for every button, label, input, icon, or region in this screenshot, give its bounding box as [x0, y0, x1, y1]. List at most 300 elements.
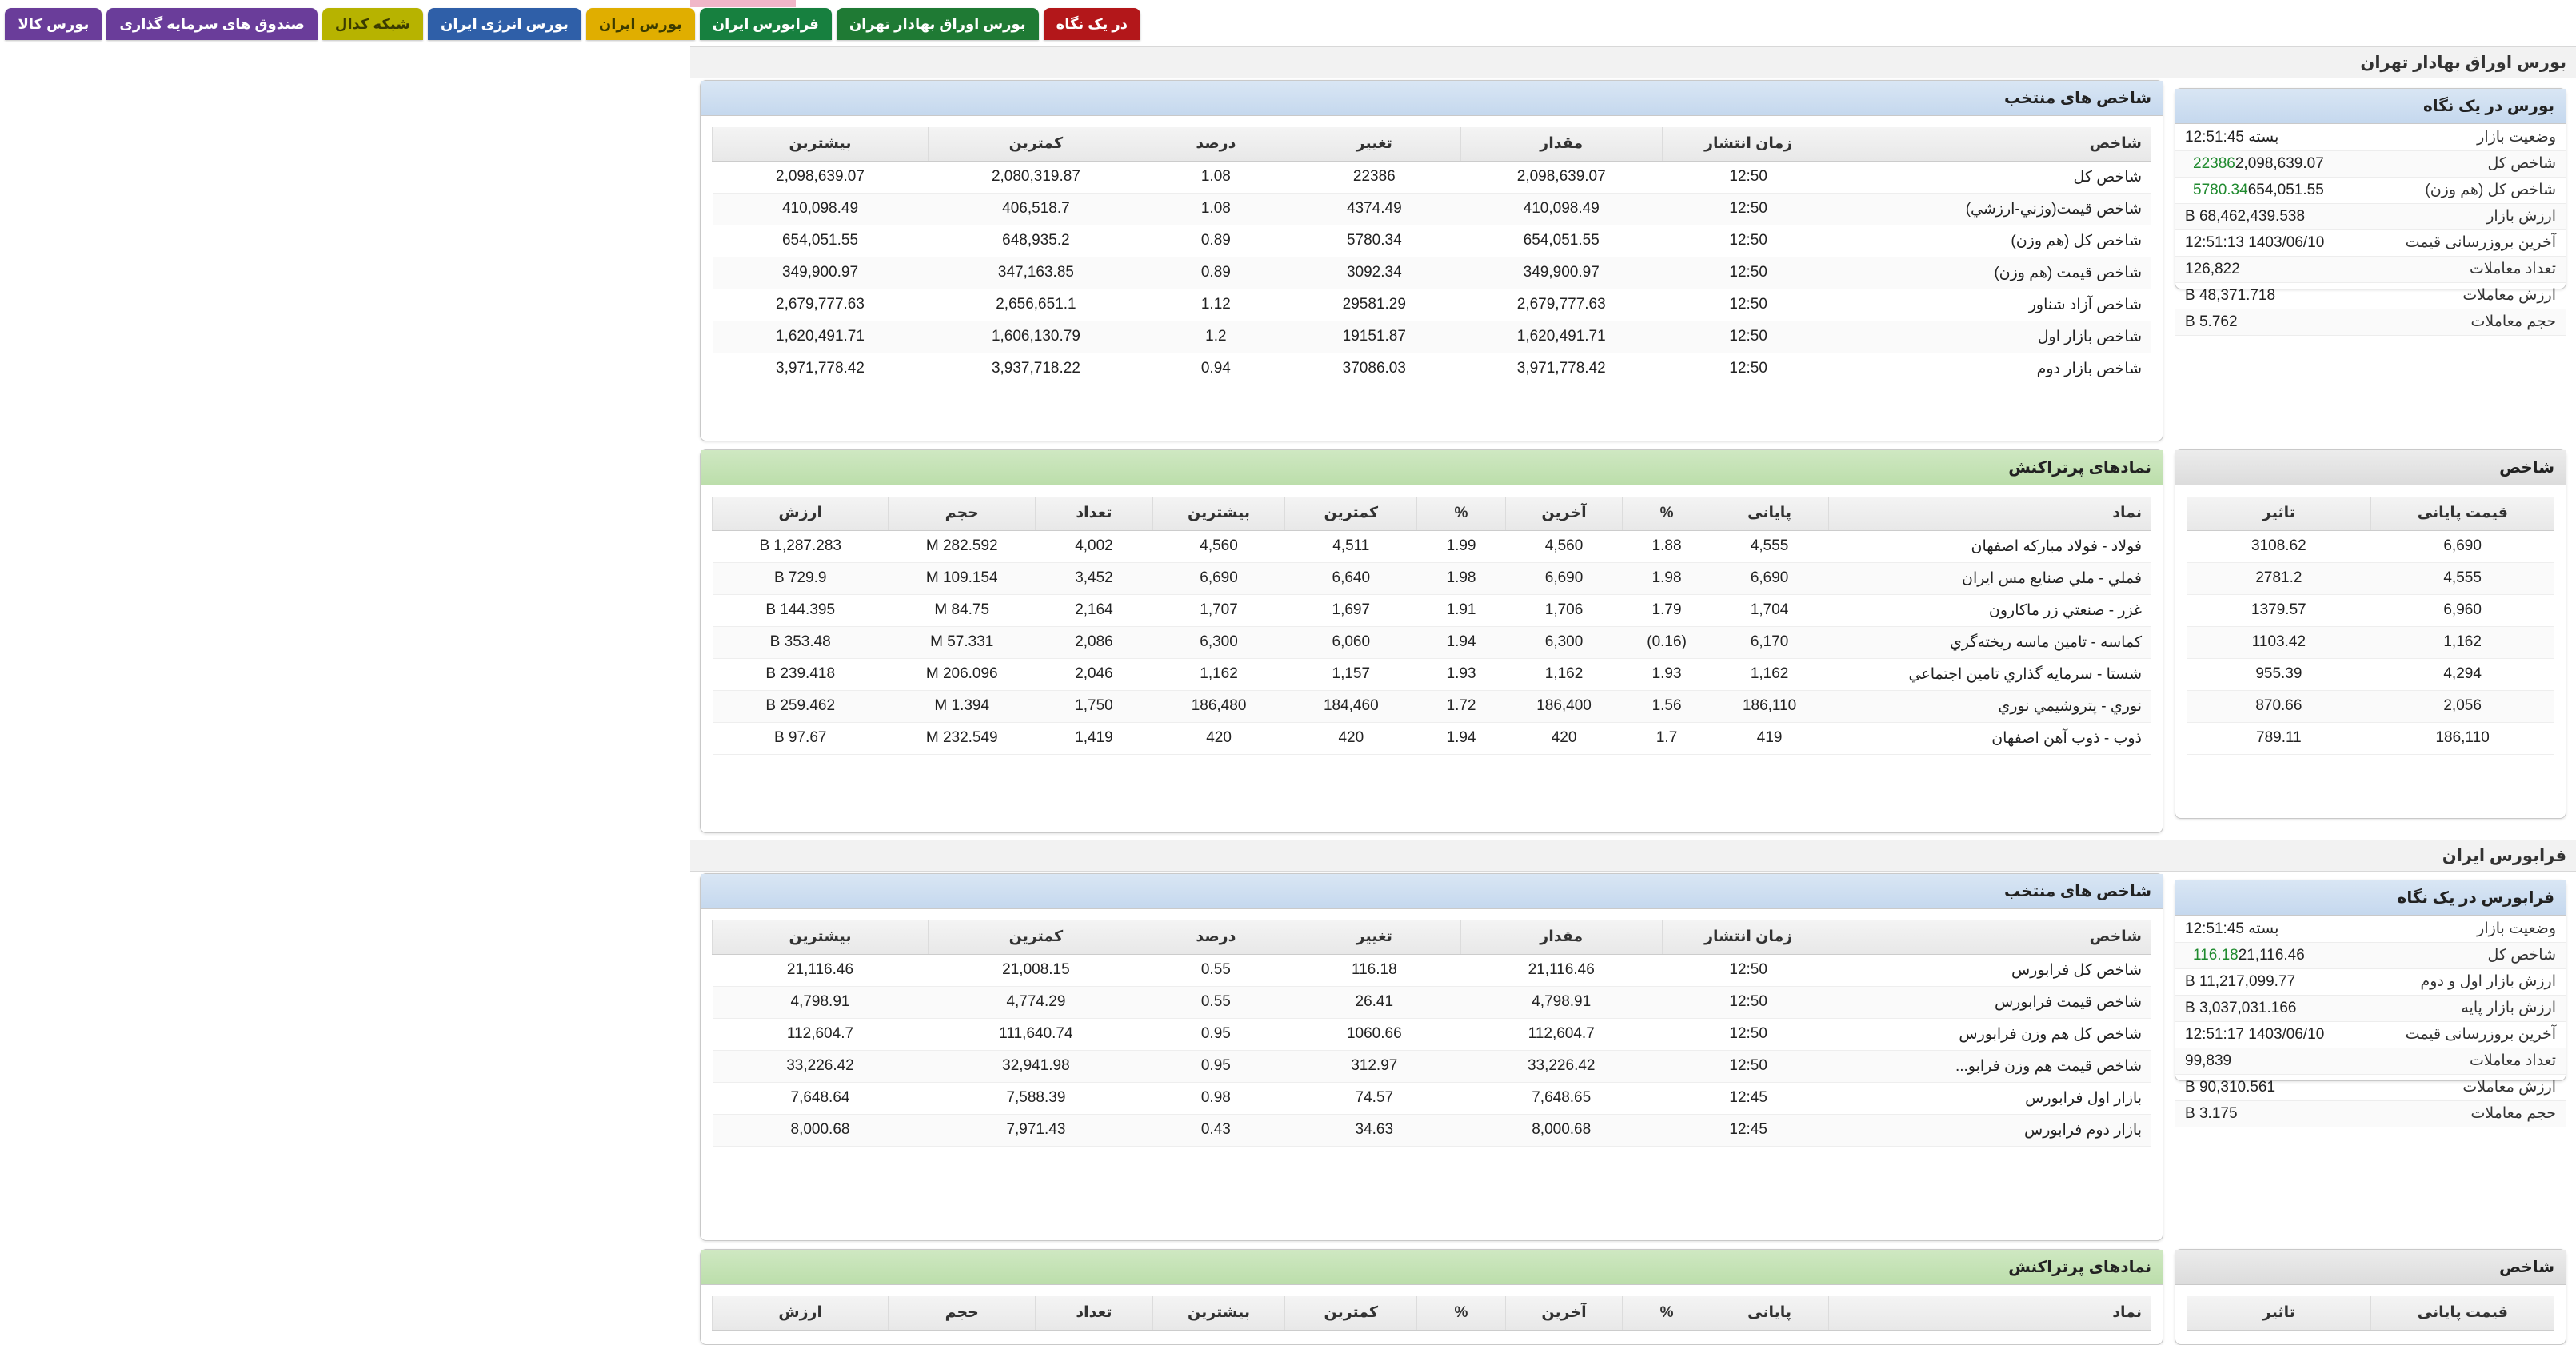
- row-label: تعداد معاملات: [2386, 256, 2566, 282]
- table-row: [2175, 203, 2566, 229]
- cell-change: 34.63: [1288, 1114, 1460, 1146]
- col-high[interactable]: بیشترین: [713, 127, 929, 161]
- cell-value: 353.48 B: [713, 626, 889, 658]
- cell-impact: 955.39: [2187, 658, 2371, 690]
- row-delta: 116.18: [2193, 946, 2239, 964]
- table-row[interactable]: [713, 161, 2152, 193]
- cell-time: 12:50: [1662, 321, 1835, 353]
- cell-high: 420: [1152, 722, 1284, 754]
- table-row[interactable]: [713, 986, 2152, 1018]
- cell-change: 5780.34: [1288, 225, 1460, 257]
- cell-high: 8,000.68: [713, 1114, 929, 1146]
- cell-close: 6,170: [1711, 626, 1828, 658]
- cell-high: 2,098,639.07: [713, 161, 929, 193]
- cell-value: 3,971,778.42: [1460, 353, 1662, 385]
- col-value[interactable]: ارزش: [713, 1296, 889, 1330]
- col-impact[interactable]: تاثیر: [2187, 497, 2371, 530]
- cell-percent: 1.2: [1144, 321, 1288, 353]
- col-index-name[interactable]: شاخص: [1835, 920, 2151, 954]
- cell-last: 420: [1505, 722, 1623, 754]
- col-impact[interactable]: تاثیر: [2187, 1296, 2371, 1330]
- table-row[interactable]: [2187, 562, 2555, 594]
- pink-accent-bar: [690, 0, 796, 7]
- row-value: 68,462,439.538 B: [2175, 203, 2386, 229]
- cell-change: 312.97: [1288, 1050, 1460, 1082]
- panel-tse-most-active: [700, 449, 2163, 833]
- row-label: حجم معاملات: [2386, 1100, 2566, 1127]
- col-trade-count[interactable]: تعداد: [1036, 1296, 1153, 1330]
- col-change[interactable]: تغییر: [1288, 127, 1460, 161]
- table-header-row: [713, 127, 2152, 161]
- cell-time: 12:50: [1662, 353, 1835, 385]
- cell-index-name: شاخص قیمت فرابورس: [1835, 986, 2151, 1018]
- cell-trade-count: 1,419: [1036, 722, 1153, 754]
- cell-close-pct: 1.98: [1623, 562, 1711, 594]
- panel-ifb-index-effect: [2175, 1249, 2566, 1345]
- cell-index-name: شاخص قیمت(وزني-ارزشي): [1835, 193, 2151, 225]
- cell-index-name: بازار اول فرابورس: [1835, 1082, 2151, 1114]
- cell-close-pct: (0.16): [1623, 626, 1711, 658]
- cell-high: 21,116.46: [713, 954, 929, 986]
- col-low[interactable]: کمترین: [1285, 497, 1417, 530]
- cell-close: 6,690: [1711, 562, 1828, 594]
- section-title-ifb: فرابورس ایران: [2442, 847, 2566, 865]
- cell-last: 4,560: [1505, 530, 1623, 562]
- table-row: [2175, 229, 2566, 256]
- table-row[interactable]: [713, 722, 2152, 754]
- table-row[interactable]: [713, 1114, 2152, 1146]
- row-label: شاخص کل (هم وزن): [2386, 177, 2566, 203]
- row-label: تعداد معاملات: [2386, 1048, 2566, 1074]
- table-row[interactable]: [713, 626, 2152, 658]
- col-publish-time[interactable]: زمان انتشار: [1662, 127, 1835, 161]
- col-high[interactable]: بیشترین: [1152, 1296, 1284, 1330]
- panel-title-tse-index-effect: شاخص: [2175, 450, 2566, 485]
- cell-time: 12:50: [1662, 193, 1835, 225]
- tse-indices-table: [712, 127, 2151, 385]
- cell-low: 111,640.74: [928, 1018, 1144, 1050]
- cell-close-price: 1,162: [2370, 626, 2554, 658]
- cell-trade-count: 2,086: [1036, 626, 1153, 658]
- cell-close-price: 2,056: [2370, 690, 2554, 722]
- table-row: [2175, 177, 2566, 203]
- section-strip-tse: [690, 46, 2576, 78]
- cell-impact: 1379.57: [2187, 594, 2371, 626]
- row-value: 126,822: [2175, 256, 2386, 282]
- col-low[interactable]: کمترین: [928, 920, 1144, 954]
- row-label: شاخص کل: [2386, 150, 2566, 177]
- tse-glance-table: [2175, 124, 2566, 336]
- table-row[interactable]: [2187, 594, 2555, 626]
- cell-volume: 232.549 M: [889, 722, 1036, 754]
- cell-change: 37086.03: [1288, 353, 1460, 385]
- cell-close-price: 186,110: [2370, 722, 2554, 754]
- tab-energy-exchange[interactable]: بورس انرژی ایران: [428, 8, 581, 40]
- tab-commodity-exchange[interactable]: بورس کالا: [5, 8, 102, 40]
- table-row[interactable]: [713, 530, 2152, 562]
- col-low[interactable]: کمترین: [1285, 1296, 1417, 1330]
- table-row[interactable]: [713, 690, 2152, 722]
- cell-impact: 3108.62: [2187, 530, 2371, 562]
- cell-low: 1,157: [1285, 658, 1417, 690]
- cell-volume: 57.331 M: [889, 626, 1036, 658]
- col-index-name[interactable]: شاخص: [1835, 127, 2151, 161]
- table-row[interactable]: [713, 193, 2152, 225]
- cell-percent: 0.89: [1144, 225, 1288, 257]
- cell-percent: 0.95: [1144, 1050, 1288, 1082]
- cell-change: 4374.49: [1288, 193, 1460, 225]
- row-value: 48,371.718 B: [2175, 282, 2386, 309]
- ifb-indices-table: [712, 920, 2151, 1147]
- table-row[interactable]: [2187, 626, 2555, 658]
- table-row[interactable]: [713, 1050, 2152, 1082]
- cell-value: 239.418 B: [713, 658, 889, 690]
- table-row[interactable]: [713, 289, 2152, 321]
- cell-percent: 0.94: [1144, 353, 1288, 385]
- cell-value: 2,098,639.07: [1460, 161, 1662, 193]
- cell-index-name: شاخص بازار اول: [1835, 321, 2151, 353]
- cell-close-price: 6,690: [2370, 530, 2554, 562]
- table-row: [2175, 256, 2566, 282]
- table-row[interactable]: [713, 562, 2152, 594]
- table-row[interactable]: [2187, 690, 2555, 722]
- row-value: 3,037,031.166 B: [2175, 995, 2386, 1021]
- cell-low: 7,588.39: [928, 1082, 1144, 1114]
- cell-trade-count: 2,046: [1036, 658, 1153, 690]
- cell-high: 112,604.7: [713, 1018, 929, 1050]
- col-close[interactable]: پایانی: [1711, 1296, 1828, 1330]
- tab-list: [0, 8, 1140, 40]
- table-header-row: [2187, 497, 2555, 530]
- cell-high: 410,098.49: [713, 193, 929, 225]
- cell-index-name: شاخص قیمت هم وزن فرابو...: [1835, 1050, 2151, 1082]
- cell-low: 3,937,718.22: [928, 353, 1144, 385]
- cell-low: 420: [1285, 722, 1417, 754]
- cell-low: 21,008.15: [928, 954, 1144, 986]
- table-row[interactable]: [713, 594, 2152, 626]
- col-close[interactable]: پایانی: [1711, 497, 1828, 530]
- tse-most-active-table: [712, 497, 2151, 755]
- row-label: ارزش معاملات: [2386, 1074, 2566, 1100]
- col-close-price[interactable]: قیمت پایانی: [2370, 497, 2554, 530]
- row-value: 223862,098,639.07: [2175, 150, 2386, 177]
- row-value: 90,310.561 B: [2175, 1074, 2386, 1100]
- tab-investment-funds[interactable]: صندوق های سرمایه گذاری: [106, 8, 318, 40]
- cell-close-pct: 1.7: [1623, 722, 1711, 754]
- table-row[interactable]: [713, 954, 2152, 986]
- table-row[interactable]: [713, 257, 2152, 289]
- cell-value: 410,098.49: [1460, 193, 1662, 225]
- panel-ifb-indices: [700, 873, 2163, 1241]
- panel-title-tse-most-active: نمادهای پرتراکنش: [701, 450, 2163, 485]
- row-value: بسته 12:51:45: [2175, 124, 2386, 150]
- col-value[interactable]: مقدار: [1460, 920, 1662, 954]
- cell-time: 12:50: [1662, 257, 1835, 289]
- table-row[interactable]: [2187, 658, 2555, 690]
- row-label: ارزش بازار پایه: [2386, 995, 2566, 1021]
- cell-low: 1,697: [1285, 594, 1417, 626]
- cell-close-price: 6,960: [2370, 594, 2554, 626]
- col-percent[interactable]: درصد: [1144, 920, 1288, 954]
- cell-last-pct: 1.91: [1417, 594, 1505, 626]
- cell-low: 32,941.98: [928, 1050, 1144, 1082]
- cell-value: 1,620,491.71: [1460, 321, 1662, 353]
- cell-value: 259.462 B: [713, 690, 889, 722]
- panel-title-ifb-indices: شاخص های منتخب: [701, 874, 2163, 909]
- cell-close-pct: 1.79: [1623, 594, 1711, 626]
- cell-last: 1,162: [1505, 658, 1623, 690]
- cell-symbol: غزر - صنعتي زر ماكارون: [1828, 594, 2151, 626]
- table-row: [2175, 916, 2566, 942]
- cell-value: 144.395 B: [713, 594, 889, 626]
- col-last[interactable]: آخرین: [1505, 497, 1623, 530]
- tab-codal[interactable]: شبکه کدال: [322, 8, 423, 40]
- ifb-most-active-table: [712, 1296, 2151, 1331]
- col-close-price[interactable]: قیمت پایانی: [2370, 1296, 2554, 1330]
- cell-high: 654,051.55: [713, 225, 929, 257]
- cell-percent: 0.43: [1144, 1114, 1288, 1146]
- cell-low: 4,774.29: [928, 986, 1144, 1018]
- cell-high: 349,900.97: [713, 257, 929, 289]
- tab-iran-bourse[interactable]: بورس ایران: [586, 8, 695, 40]
- col-last-pct[interactable]: %: [1417, 497, 1505, 530]
- cell-value: 21,116.46: [1460, 954, 1662, 986]
- cell-value: 7,648.65: [1460, 1082, 1662, 1114]
- cell-low: 347,163.85: [928, 257, 1144, 289]
- cell-value: 349,900.97: [1460, 257, 1662, 289]
- cell-impact: 789.11: [2187, 722, 2371, 754]
- ifb-index-effect-table: [2187, 1296, 2554, 1331]
- cell-percent: 1.12: [1144, 289, 1288, 321]
- cell-time: 12:50: [1662, 1018, 1835, 1050]
- col-last[interactable]: آخرین: [1505, 1296, 1623, 1330]
- col-value[interactable]: مقدار: [1460, 127, 1662, 161]
- cell-index-name: شاخص قیمت (هم وزن): [1835, 257, 2151, 289]
- cell-index-name: شاخص کل: [1835, 161, 2151, 193]
- cell-close-price: 4,294: [2370, 658, 2554, 690]
- cell-close-pct: 1.56: [1623, 690, 1711, 722]
- table-header-row: [713, 920, 2152, 954]
- cell-change: 19151.87: [1288, 321, 1460, 353]
- cell-close: 4,555: [1711, 530, 1828, 562]
- cell-low: 6,640: [1285, 562, 1417, 594]
- row-label: آخرین بروزرسانی قیمت: [2386, 1021, 2566, 1048]
- table-row[interactable]: [2187, 722, 2555, 754]
- cell-percent: 0.98: [1144, 1082, 1288, 1114]
- cell-low: 7,971.43: [928, 1114, 1144, 1146]
- cell-low: 6,060: [1285, 626, 1417, 658]
- cell-last-pct: 1.94: [1417, 626, 1505, 658]
- col-change[interactable]: تغییر: [1288, 920, 1460, 954]
- cell-symbol: فملي - ملي صنايع مس ايران: [1828, 562, 2151, 594]
- cell-symbol: ذوب - ذوب آهن اصفهان: [1828, 722, 2151, 754]
- table-row: [2175, 1048, 2566, 1074]
- row-label: شاخص کل: [2386, 942, 2566, 968]
- table-row[interactable]: [2187, 530, 2555, 562]
- table-row[interactable]: [713, 225, 2152, 257]
- cell-percent: 0.95: [1144, 1018, 1288, 1050]
- panel-title-tse-glance: بورس در یک نگاه: [2175, 89, 2566, 124]
- cell-impact: 1103.42: [2187, 626, 2371, 658]
- cell-close-price: 4,555: [2370, 562, 2554, 594]
- cell-change: 29581.29: [1288, 289, 1460, 321]
- panel-tse-glance: [2175, 88, 2566, 330]
- tab-ifb[interactable]: فرابورس ایران: [700, 8, 832, 40]
- row-value: 5780.34654,051.55: [2175, 177, 2386, 203]
- cell-last-pct: 1.99: [1417, 530, 1505, 562]
- cell-high: 7,648.64: [713, 1082, 929, 1114]
- cell-trade-count: 4,002: [1036, 530, 1153, 562]
- cell-index-name: شاخص کل (هم وزن): [1835, 225, 2151, 257]
- tab-tse[interactable]: بورس اوراق بهادار تهران: [837, 8, 1039, 40]
- col-trade-count[interactable]: تعداد: [1036, 497, 1153, 530]
- table-row: [2175, 124, 2566, 150]
- cell-high: 4,560: [1152, 530, 1284, 562]
- col-publish-time[interactable]: زمان انتشار: [1662, 920, 1835, 954]
- table-row: [2175, 968, 2566, 995]
- row-value: بسته 12:51:45: [2175, 916, 2386, 942]
- cell-last: 6,300: [1505, 626, 1623, 658]
- cell-last: 6,690: [1505, 562, 1623, 594]
- table-row: [2175, 1021, 2566, 1048]
- row-value: 1403/06/10 12:51:13: [2175, 229, 2386, 256]
- panel-title-ifb-glance: فرابورس در یک نگاه: [2175, 880, 2566, 916]
- cell-percent: 1.08: [1144, 193, 1288, 225]
- row-label: ارزش معاملات: [2386, 282, 2566, 309]
- row-delta: 5780.34: [2193, 181, 2248, 198]
- table-row[interactable]: [713, 1082, 2152, 1114]
- col-high[interactable]: بیشترین: [713, 920, 929, 954]
- cell-index-name: شاخص کل هم وزن فرابورس: [1835, 1018, 2151, 1050]
- cell-high: 1,162: [1152, 658, 1284, 690]
- col-percent[interactable]: درصد: [1144, 127, 1288, 161]
- cell-close: 186,110: [1711, 690, 1828, 722]
- cell-high: 2,679,777.63: [713, 289, 929, 321]
- cell-last-pct: 1.93: [1417, 658, 1505, 690]
- table-row[interactable]: [713, 1018, 2152, 1050]
- cell-last-pct: 1.72: [1417, 690, 1505, 722]
- col-last-pct[interactable]: %: [1417, 1296, 1505, 1330]
- col-low[interactable]: کمترین: [928, 127, 1144, 161]
- cell-volume: 109.154 M: [889, 562, 1036, 594]
- row-label: حجم معاملات: [2386, 309, 2566, 335]
- row-label: ارزش بازار اول و دوم: [2386, 968, 2566, 995]
- table-row[interactable]: [713, 658, 2152, 690]
- cell-close: 1,162: [1711, 658, 1828, 690]
- tse-index-effect-table: [2187, 497, 2554, 755]
- cell-value: 112,604.7: [1460, 1018, 1662, 1050]
- cell-low: 1,606,130.79: [928, 321, 1144, 353]
- cell-low: 406,518.7: [928, 193, 1144, 225]
- col-symbol[interactable]: نماد: [1828, 497, 2151, 530]
- col-volume[interactable]: حجم: [889, 1296, 1036, 1330]
- tab-at-a-glance[interactable]: در یک نگاه: [1044, 8, 1140, 40]
- cell-high: 1,620,491.71: [713, 321, 929, 353]
- row-value: 3.175 B: [2175, 1100, 2386, 1127]
- col-symbol[interactable]: نماد: [1828, 1296, 2151, 1330]
- cell-value: 2,679,777.63: [1460, 289, 1662, 321]
- cell-percent: 0.89: [1144, 257, 1288, 289]
- table-row[interactable]: [713, 353, 2152, 385]
- cell-percent: 1.08: [1144, 161, 1288, 193]
- cell-time: 12:50: [1662, 289, 1835, 321]
- ifb-glance-table: [2175, 916, 2566, 1127]
- col-value[interactable]: ارزش: [713, 497, 889, 530]
- cell-time: 12:50: [1662, 954, 1835, 986]
- cell-change: 74.57: [1288, 1082, 1460, 1114]
- section-strip-ifb: [690, 840, 2576, 872]
- cell-high: 6,690: [1152, 562, 1284, 594]
- cell-change: 26.41: [1288, 986, 1460, 1018]
- cell-change: 22386: [1288, 161, 1460, 193]
- cell-volume: 282.592 M: [889, 530, 1036, 562]
- cell-close: 419: [1711, 722, 1828, 754]
- col-high[interactable]: بیشترین: [1152, 497, 1284, 530]
- table-row: [2175, 995, 2566, 1021]
- cell-trade-count: 1,750: [1036, 690, 1153, 722]
- cell-impact: 870.66: [2187, 690, 2371, 722]
- cell-last-pct: 1.98: [1417, 562, 1505, 594]
- cell-value: 8,000.68: [1460, 1114, 1662, 1146]
- col-close-pct[interactable]: %: [1623, 1296, 1711, 1330]
- row-value: 116.1821,116.46: [2175, 942, 2386, 968]
- table-row: [2175, 150, 2566, 177]
- panel-title-ifb-index-effect: شاخص: [2175, 1250, 2566, 1285]
- cell-low: 2,080,319.87: [928, 161, 1144, 193]
- cell-symbol: كماسه - تامين ماسه ريخته‌گري: [1828, 626, 2151, 658]
- cell-index-name: شاخص آزاد شناور: [1835, 289, 2151, 321]
- table-row: [2175, 1074, 2566, 1100]
- row-label: وضعیت بازار: [2386, 124, 2566, 150]
- cell-symbol: شستا - سرمايه گذاري تامين اجتماعي: [1828, 658, 2151, 690]
- cell-index-name: شاخص کل فرابورس: [1835, 954, 2151, 986]
- cell-close-pct: 1.88: [1623, 530, 1711, 562]
- cell-value: 97.67 B: [713, 722, 889, 754]
- cell-index-name: شاخص بازار دوم: [1835, 353, 2151, 385]
- cell-value: 1,287.283 B: [713, 530, 889, 562]
- cell-trade-count: 3,452: [1036, 562, 1153, 594]
- top-tab-bar: [18, 0, 2576, 46]
- cell-high: 6,300: [1152, 626, 1284, 658]
- col-close-pct[interactable]: %: [1623, 497, 1711, 530]
- cell-symbol: فولاد - فولاد مباركه اصفهان: [1828, 530, 2151, 562]
- table-row[interactable]: [713, 321, 2152, 353]
- cell-high: 186,480: [1152, 690, 1284, 722]
- table-row: [2175, 309, 2566, 335]
- cell-high: 4,798.91: [713, 986, 929, 1018]
- cell-volume: 1.394 M: [889, 690, 1036, 722]
- panel-ifb-most-active: [700, 1249, 2163, 1345]
- row-value: 99,839: [2175, 1048, 2386, 1074]
- row-label: وضعیت بازار: [2386, 916, 2566, 942]
- cell-impact: 2781.2: [2187, 562, 2371, 594]
- panel-title-tse-indices: شاخص های منتخب: [701, 81, 2163, 116]
- cell-close-pct: 1.93: [1623, 658, 1711, 690]
- row-value: 11,217,099.77 B: [2175, 968, 2386, 995]
- cell-value: 654,051.55: [1460, 225, 1662, 257]
- col-volume[interactable]: حجم: [889, 497, 1036, 530]
- cell-low: 2,656,651.1: [928, 289, 1144, 321]
- cell-time: 12:50: [1662, 161, 1835, 193]
- row-value: 1403/06/10 12:51:17: [2175, 1021, 2386, 1048]
- cell-percent: 0.55: [1144, 986, 1288, 1018]
- cell-last: 186,400: [1505, 690, 1623, 722]
- cell-high: 33,226.42: [713, 1050, 929, 1082]
- panel-ifb-glance: [2175, 880, 2566, 1122]
- panel-title-ifb-most-active: نمادهای پرتراکنش: [701, 1250, 2163, 1285]
- row-label: ارزش بازار: [2386, 203, 2566, 229]
- cell-low: 184,460: [1285, 690, 1417, 722]
